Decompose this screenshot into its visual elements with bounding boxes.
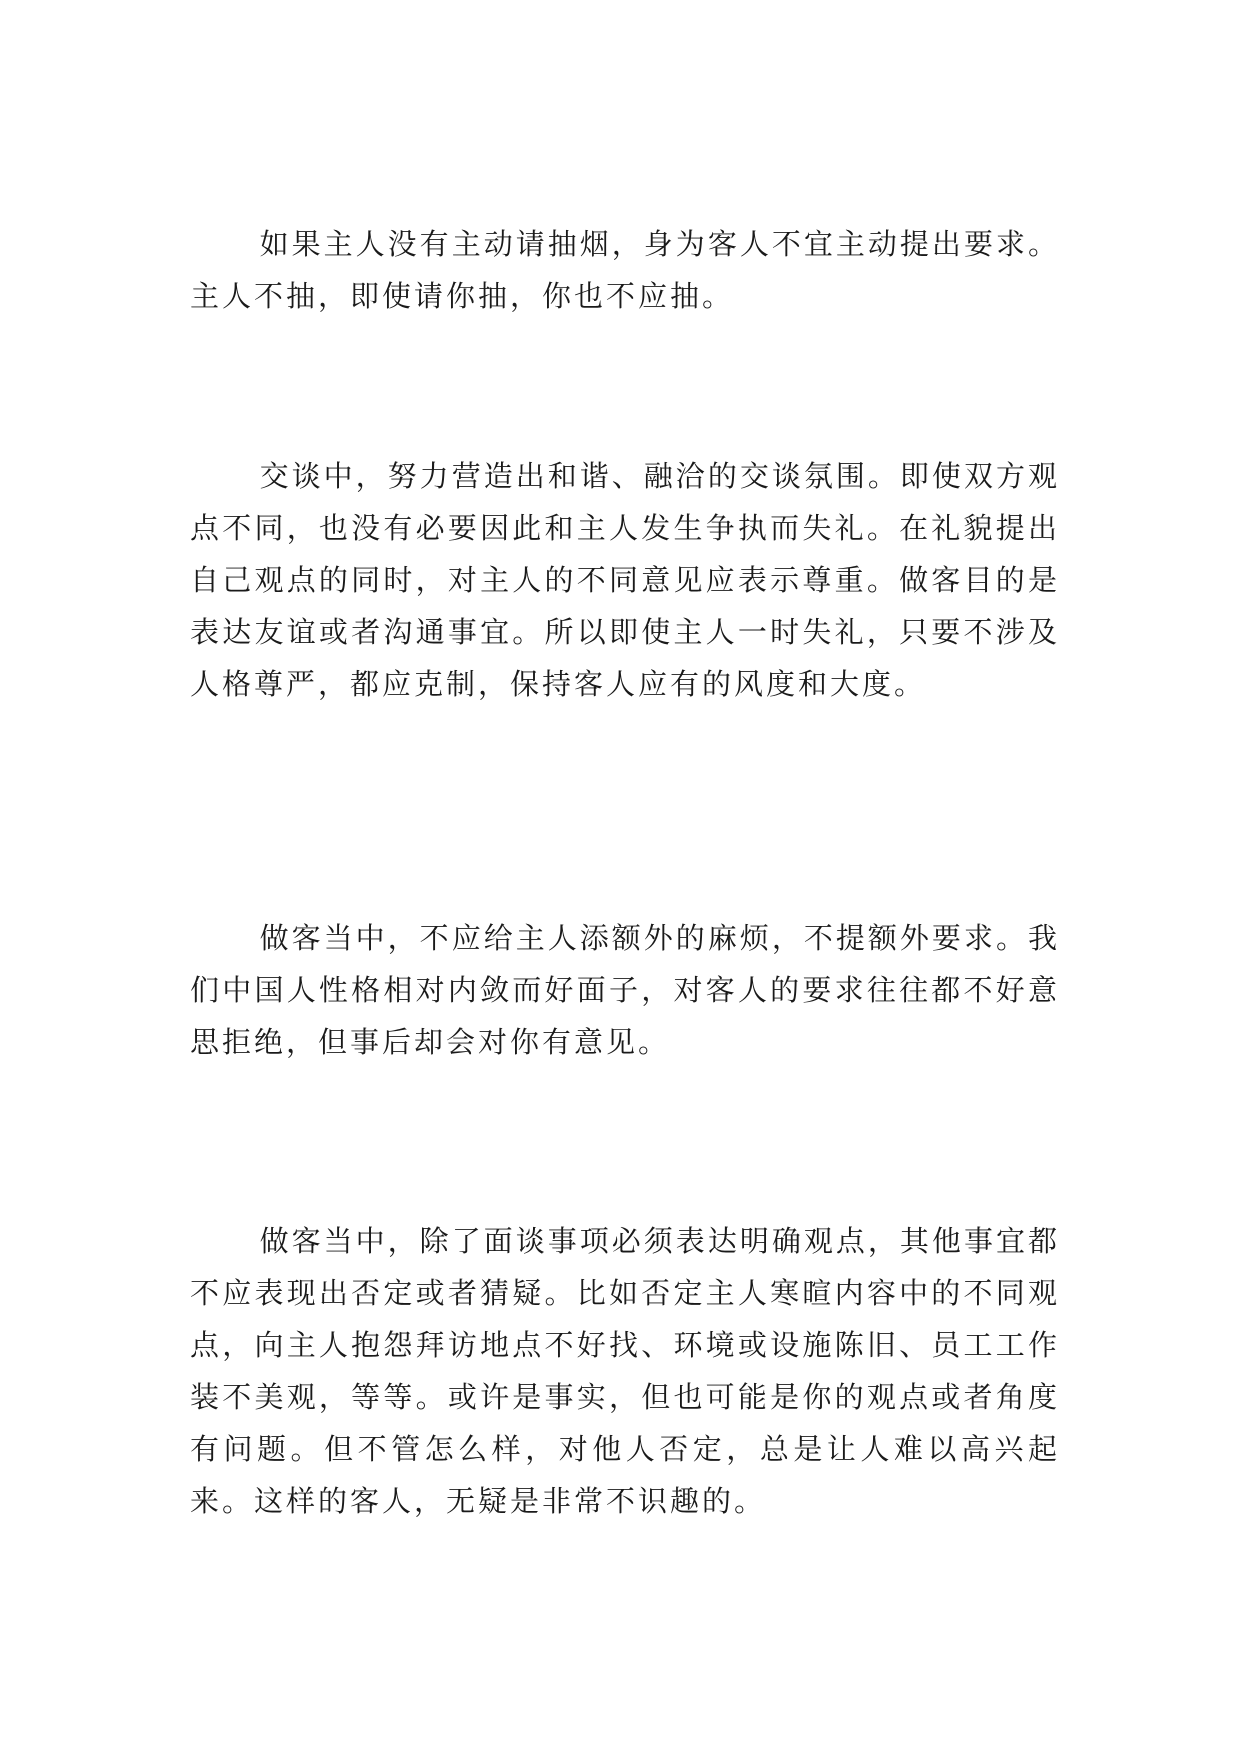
paragraph-smoking-etiquette: 如果主人没有主动请抽烟，身为客人不宜主动提出要求。主人不抽，即使请你抽，你也不应抽。 <box>190 227 1060 313</box>
paragraph-conversation-harmony: 交谈中，努力营造出和谐、融洽的交谈氛围。即使双方观点不同，也没有必要因此和主人发生争执而失礼。在礼貌提出自己观点的同时，对主人的不同意见应表示尊重。做客目的是表达友谊或者沟通事宜。所以即使主人一时失礼，只要不涉及人格尊严，都应克制，保持客人应有的风度和大度。 <box>190 459 1060 701</box>
paragraph-avoid-negation: 做客当中，除了面谈事项必须表达明确观点，其他事宜都不应表现出否定或者猜疑。比如否定主人寒暄内容中的不同观点，向主人抱怨拜访地点不好找、环境或设施陈旧、员工工作装不美观，等等。或许是事实，但也可能是你的观点或者角度有问题。但不管怎么样，对他人否定，总是让人难以高兴起来。这样的客人，无疑是非常不识趣的。 <box>190 1224 1060 1518</box>
paragraph-no-extra-trouble: 做客当中，不应给主人添额外的麻烦，不提额外要求。我们中国人性格相对内敛而好面子，对客人的要求往往都不好意思拒绝，但事后却会对你有意见。 <box>190 921 1060 1059</box>
